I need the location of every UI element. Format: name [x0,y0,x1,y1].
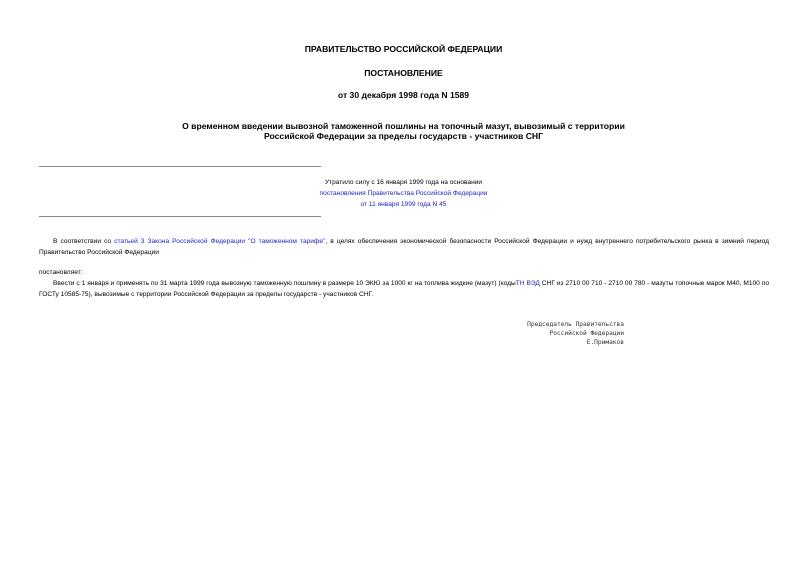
document-title: О временном введении вывозной таможенной пошлины на топочный мазут, вывозимый с территории Российской Федерации за пределы государств - участников СНГ [182,121,625,142]
resolves-paragraph: постановляет: [39,269,83,276]
bottom-divider [39,216,321,217]
signature-name: Е.Примаков [586,339,624,346]
customs-tariff-law-link[interactable]: статьей 3 Закона Российской Федерации "О таможенном тарифе" [114,238,326,245]
doc-type-heading: ПОСТАНОВЛЕНИЕ [364,68,443,78]
repeal-decree-date-link[interactable]: от 11 января 1999 года N 45 [360,201,447,208]
top-divider [39,166,321,167]
preamble-text: В соответствии со [53,238,115,245]
tn-ved-link[interactable]: ТН ВЭД [515,280,540,287]
signature-position: Председатель Правительства [527,321,624,328]
date-number-heading: от 30 декабря 1998 года N 1589 [337,90,470,100]
preamble-text: , в целях обеспечения экономической безопасности Российской Федерации и нужд внутреннего потребительского рынка в зимний период Правительство Российской Федерации [39,238,769,256]
repeal-note: Утратило силу с 16 января 1999 года на основании [324,179,483,186]
issuer-heading: ПРАВИТЕЛЬСТВО РОССИЙСКОЙ ФЕДЕРАЦИИ [304,44,503,54]
operative-text: Ввести с 1 января и применять по 31 марта 1999 года вывозную таможенную пошлину в размере 10 ЭКЮ за 1000 кг на топлива жидкие (мазут) (коды [53,280,516,287]
repeal-decree-link[interactable]: постановления Правительства Российской Федерации [319,190,488,197]
operative-text: СНГ из 2710 00 710 - 2710 00 780 - мазуты топочные марок М40, М100 по ГОСТу 10585-75), вывозимые с территории Российской Федерации за пределы государств - участников СНГ. [39,280,769,298]
signature-organization: Российской Федерации [549,330,624,337]
repeal-link-line [300,189,507,200]
repeal-link-line [300,200,507,211]
preamble-paragraph [39,237,769,258]
operative-paragraph [39,279,769,300]
